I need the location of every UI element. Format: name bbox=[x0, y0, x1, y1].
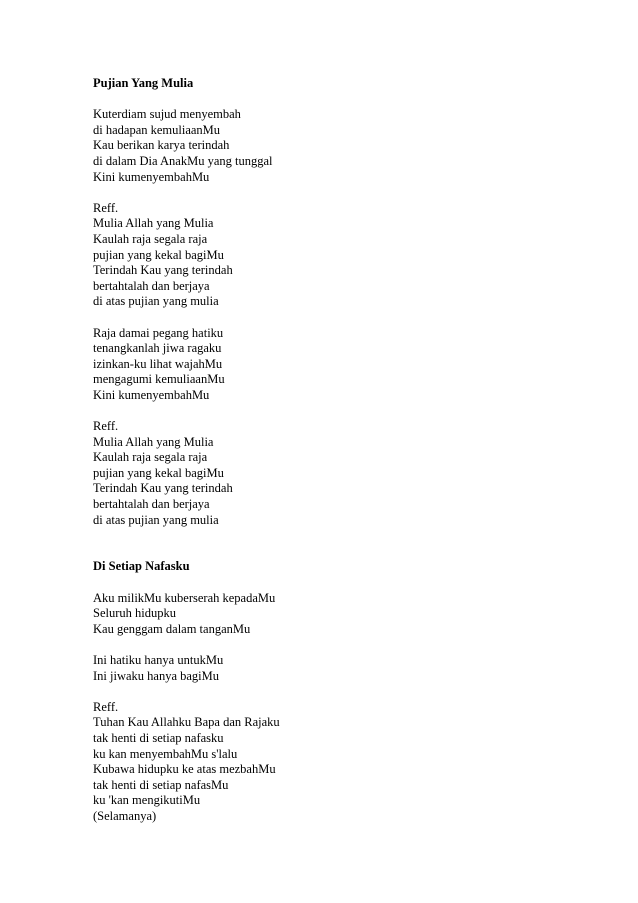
lyric-line: Tuhan Kau Allahku Bapa dan Rajaku bbox=[93, 715, 280, 730]
lyric-line: tak henti di setiap nafasku bbox=[93, 730, 224, 745]
lyric-line: tenangkanlah jiwa ragaku bbox=[93, 341, 222, 356]
lyric-line: bertahtalah dan berjaya bbox=[93, 278, 210, 293]
lyric-line: Mulia Allah yang Mulia bbox=[93, 434, 214, 449]
lyric-line: Kaulah raja segala raja bbox=[93, 450, 208, 465]
stanza-verse-2 bbox=[93, 653, 553, 684]
stanza-verse-1 bbox=[93, 591, 553, 638]
lyric-line: di hadapan kemuliaanMu bbox=[93, 122, 221, 137]
lyric-line: Kini kumenyembahMu bbox=[93, 387, 210, 402]
lyric-line: pujian yang kekal bagiMu bbox=[93, 465, 224, 480]
lyric-line: Ini jiwaku hanya bagiMu bbox=[93, 668, 220, 683]
stanza-chorus-1 bbox=[93, 201, 553, 310]
song-di-setiap-nafasku bbox=[93, 559, 553, 824]
lyric-line: Reff. bbox=[93, 419, 119, 434]
lyric-line: mengagumi kemuliaanMu bbox=[93, 372, 225, 387]
lyric-line: Kuterdiam sujud menyembah bbox=[93, 107, 241, 122]
lyric-line: di dalam Dia AnakMu yang tunggal bbox=[93, 153, 273, 168]
song-title: Di Setiap Nafasku bbox=[93, 559, 190, 574]
lyric-line: pujian yang kekal bagiMu bbox=[93, 247, 224, 262]
lyric-line: (Selamanya) bbox=[93, 808, 157, 823]
lyric-line: Seluruh hidupku bbox=[93, 606, 176, 621]
lyric-line: Kubawa hidupku ke atas mezbahMu bbox=[93, 762, 276, 777]
lyric-line: Aku milikMu kuberserah kepadaMu bbox=[93, 590, 276, 605]
lyric-line: di atas pujian yang mulia bbox=[93, 294, 219, 309]
lyric-line: Reff. bbox=[93, 699, 119, 714]
lyric-line: Terindah Kau yang terindah bbox=[93, 263, 233, 278]
lyric-line: Kau berikan karya terindah bbox=[93, 138, 230, 153]
lyric-line: Mulia Allah yang Mulia bbox=[93, 216, 214, 231]
stanza-chorus bbox=[93, 700, 553, 825]
song-title: Pujian Yang Mulia bbox=[93, 76, 194, 90]
lyric-line: Reff. bbox=[93, 200, 119, 215]
song-pujian-yang-mulia bbox=[93, 76, 553, 528]
lyric-line: Ini hatiku hanya untukMu bbox=[93, 652, 224, 667]
stanza-verse-2 bbox=[93, 326, 553, 404]
lyric-line: bertahtalah dan berjaya bbox=[93, 497, 210, 512]
lyric-line: Raja damai pegang hatiku bbox=[93, 325, 224, 340]
lyric-line: Kini kumenyembahMu bbox=[93, 169, 210, 184]
stanza-verse-1 bbox=[93, 107, 553, 185]
lyric-line: Kaulah raja segala raja bbox=[93, 231, 208, 246]
lyric-line: Kau genggam dalam tanganMu bbox=[93, 621, 251, 636]
lyric-line: ku 'kan mengikutiMu bbox=[93, 793, 201, 808]
lyric-line: di atas pujian yang mulia bbox=[93, 512, 219, 527]
stanza-chorus-2 bbox=[93, 419, 553, 528]
lyric-line: Terindah Kau yang terindah bbox=[93, 481, 233, 496]
lyric-line: tak henti di setiap nafasMu bbox=[93, 777, 229, 792]
song-separator bbox=[93, 544, 553, 560]
lyrics-content bbox=[93, 76, 553, 840]
lyric-line: ku kan menyembahMu s'lalu bbox=[93, 746, 238, 761]
lyric-line: izinkan-ku lihat wajahMu bbox=[93, 356, 223, 371]
